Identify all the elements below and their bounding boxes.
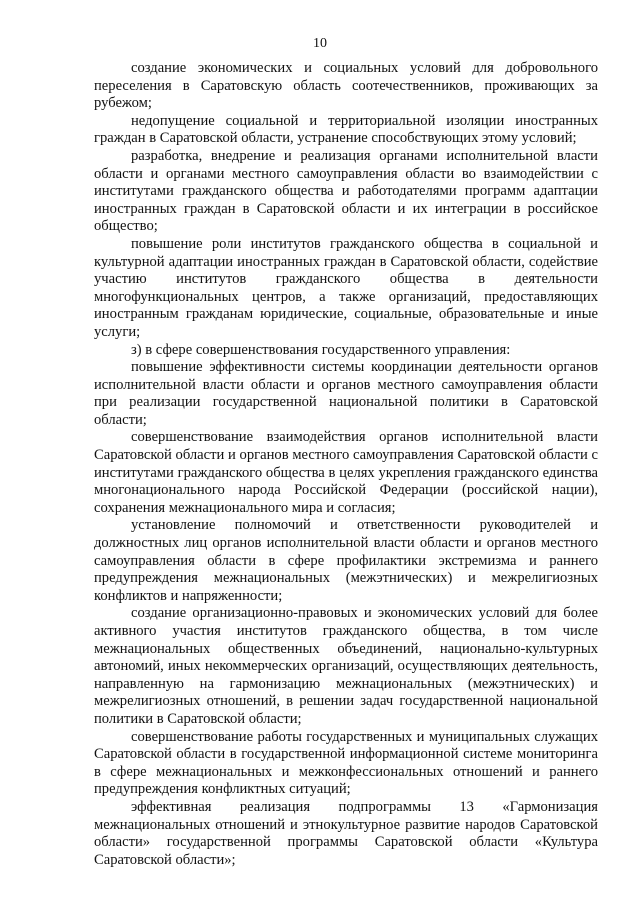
- paragraph-resettlement: создание экономических и социальных условий для добровольного переселения в Саратовскую область соотечественников, проживающих за рубежом;: [94, 60, 598, 112]
- paragraph-adaptation-programs: разработка, внедрение и реализация органами исполнительной власти области и органами местного самоуправления области во взаимодействии с институтами гражданского общества и работодателями программ адаптации иностранных граждан в Саратовской области и их интеграции в российское общество;: [94, 147, 598, 235]
- paragraph-coordination: повышение эффективности системы координации деятельности органов исполнительной власти области и органов местного самоуправления области при реализации государственной национальной политики в Саратовской области;: [94, 359, 598, 428]
- paragraph-section-z-heading: з) в сфере совершенствования государственного управления:: [131, 341, 511, 358]
- paragraph-civil-society-role: повышение роли институтов гражданского общества в социальной и культурной адаптации иностранных граждан в Саратовской области, содействие участию институтов гражданского общества в деятельности многофункциональных центров, а также организаций, предоставляющих иностранным гражданам юридические, социальные, образовательные и иные услуги;: [94, 235, 598, 340]
- paragraph-monitoring-system: совершенствование работы государственных и муниципальных служащих Саратовской области в государственной информационной системе мониторинга в сфере межнациональных и межконфессиональных отношений и раннего предупреждения конфликтных ситуаций;: [94, 728, 598, 798]
- paragraph-interaction: совершенствование взаимодействия органов исполнительной власти Саратовской области и органов местного самоуправления Саратовской области с институтами гражданского общества в целях укрепления гражданского единства многонационального народа Российской Федерации (российской нации), сохранения межнационального мира и согласия;: [94, 429, 598, 516]
- paragraph-subprogram-13: эффективная реализация подпрограммы 13 «Гармонизация межнациональных отношений и этнокультурное развитие народов Саратовской области» государственной программы Саратовской области «Культура Саратовской области»;: [94, 798, 598, 868]
- paragraph-legal-conditions: создание организационно-правовых и экономических условий для более активного участия институтов гражданского общества, в том числе межнациональных общественных объединений, национально-культурных автономий, иных некоммерческих организаций, осуществляющих деятельность, направленную на гармонизацию межнациональных (межэтнических) и межрелигиозных отношений, в решении задач государственной национальной политики в Саратовской области;: [94, 605, 598, 727]
- page-number: 10: [313, 36, 327, 51]
- document-body: [94, 60, 598, 869]
- paragraph-responsibilities: установление полномочий и ответственности руководителей и должностных лиц органов исполнительной власти области и органов местного самоуправления области в сфере профилактики экстремизма и раннего предупреждения межнациональных (межэтнических) и межрелигиозных конфликтов и напряженности;: [94, 517, 598, 604]
- paragraph-isolation: недопущение социальной и территориальной изоляции иностранных граждан в Саратовской области, устранение способствующих этому условий;: [94, 112, 598, 147]
